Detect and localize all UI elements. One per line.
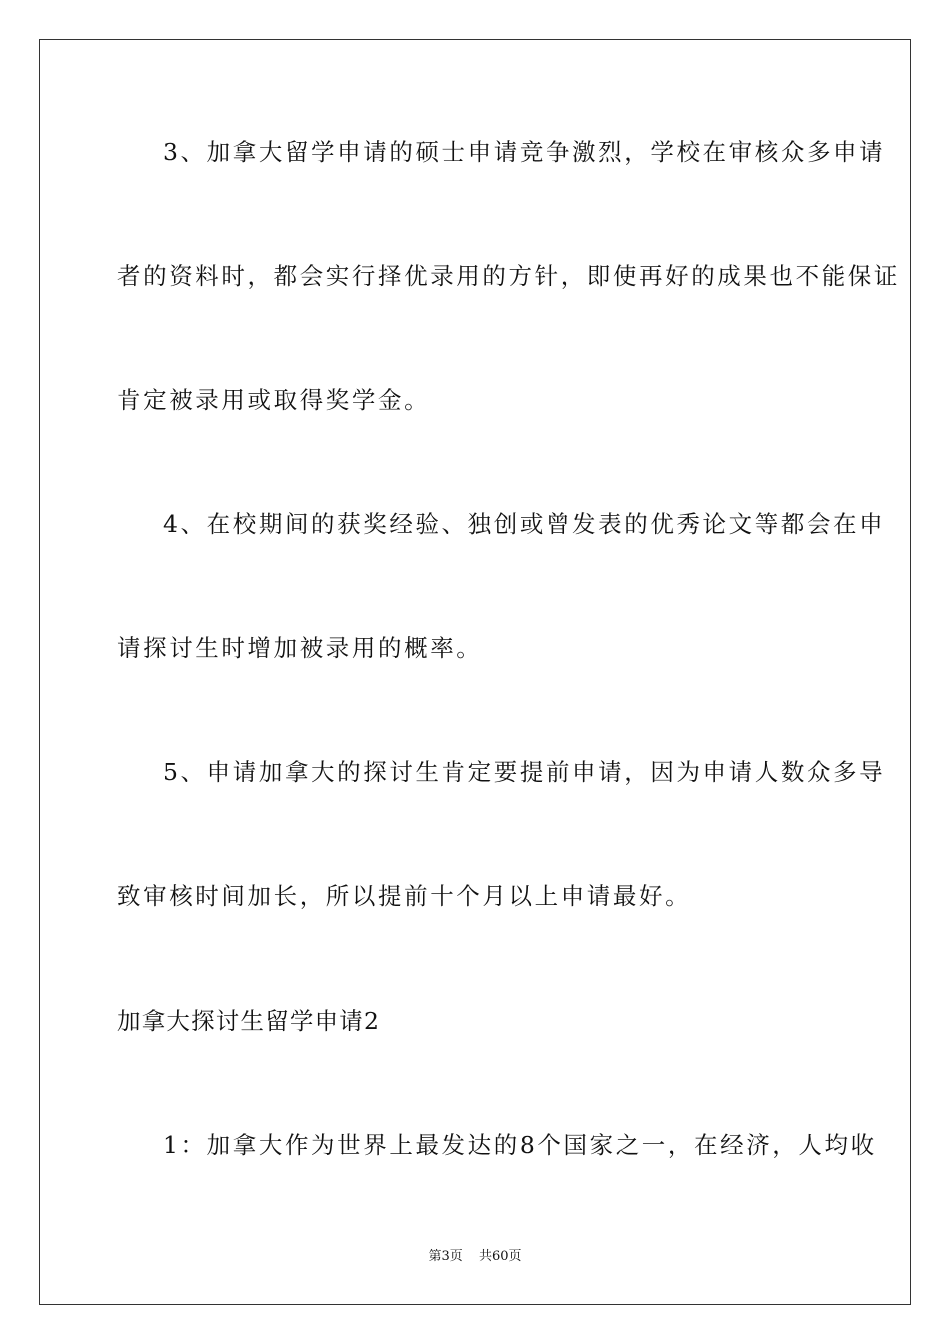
paragraph-4-line-2: 请探讨生时增加被录用的概率。	[117, 634, 483, 662]
section-heading: 加拿大探讨生留学申请2	[117, 1007, 381, 1035]
paragraph-5-line-1: 5、申请加拿大的探讨生肯定要提前申请，因为申请人数众多导	[163, 758, 886, 786]
page-footer	[0, 1248, 950, 1266]
paragraph-3-line-2: 者的资料时，都会实行择优录用的方针，即使再好的成果也不能保证	[117, 262, 900, 290]
page-number: 第3页	[428, 1249, 463, 1264]
page-total: 共60页	[478, 1249, 522, 1264]
paragraph-3-line-3: 肯定被录用或取得奖学金。	[117, 386, 431, 414]
page-border	[39, 39, 911, 1305]
paragraph-5-line-2: 致审核时间加长，所以提前十个月以上申请最好。	[117, 882, 692, 910]
paragraph-4-line-1: 4、在校期间的获奖经验、独创或曾发表的优秀论文等都会在申	[163, 510, 886, 538]
paragraph-1-line-1: 1：加拿大作为世界上最发达的8个国家之一，在经济，人均收	[163, 1131, 877, 1159]
paragraph-3-line-1: 3、加拿大留学申请的硕士申请竞争激烈，学校在审核众多申请	[163, 138, 886, 166]
